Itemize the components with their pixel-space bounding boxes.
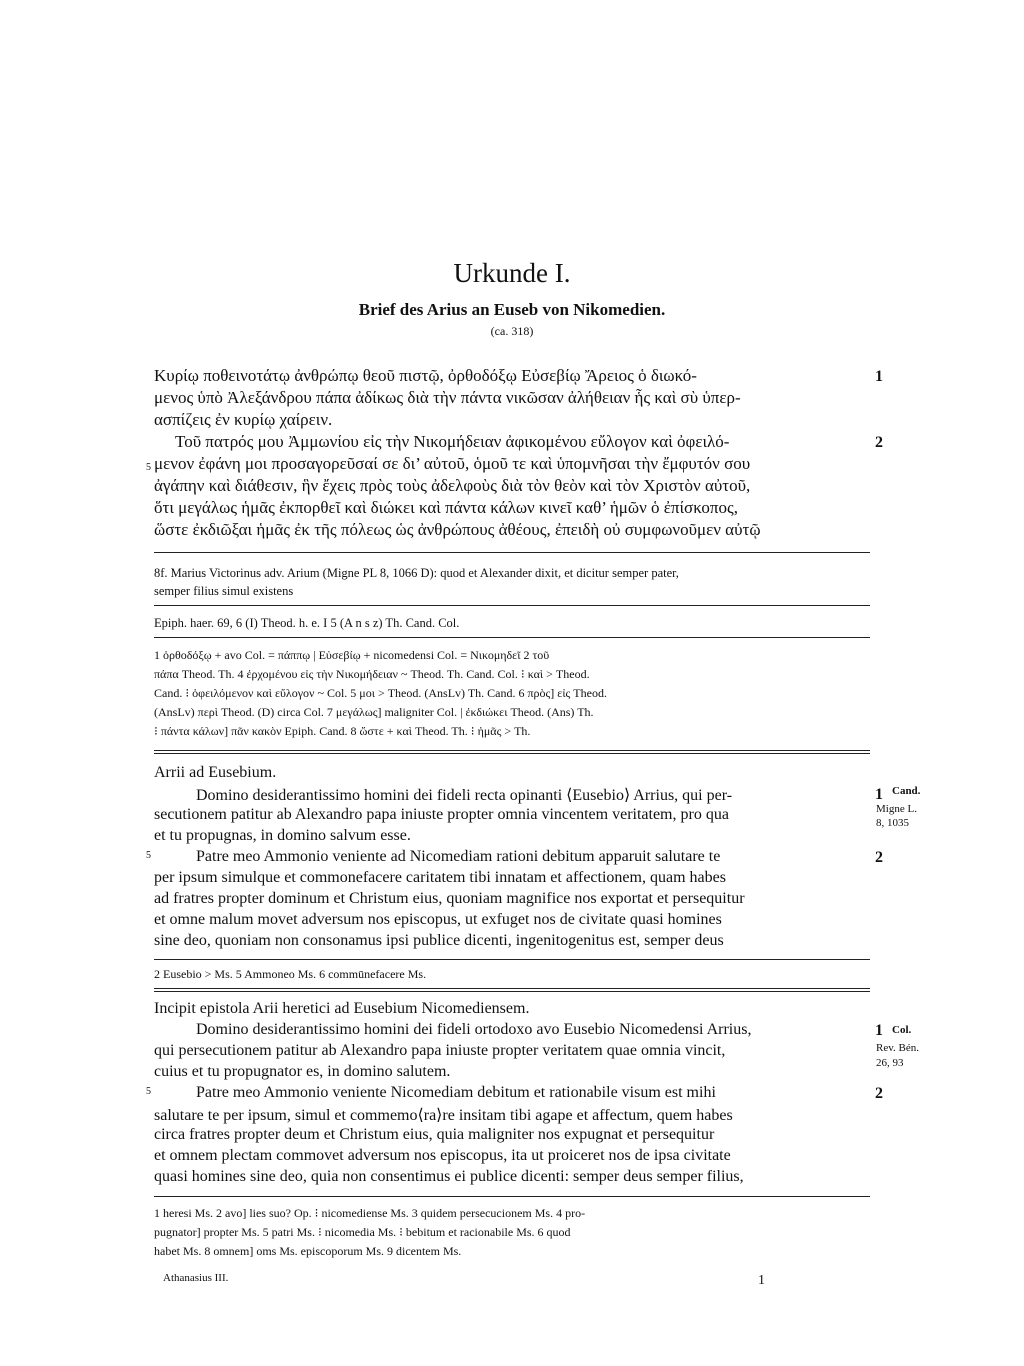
greek-line-7: ὅτι μεγάλως ἡμᾶς ἐκπορθεῖ καὶ διώκει καὶ πάντα κάλων κινεῖ καθ’ ἡμῶν ὁ ἐπίσκοπος,: [154, 498, 738, 517]
col-line-3: cuius et tu propugnator es, in domino salutem.: [154, 1063, 451, 1080]
greek-line-5: μενον ἐφάνη μοι προσαγορεῦσαί σε δι’ αὐτοῦ, ὁμοῦ τε καὶ ὑπομνῆσαι τὴν ἔμφυτόν σου: [154, 454, 751, 473]
page-title: Urkunde I.: [453, 258, 571, 288]
testimonia-note-line-1: 8f. Marius Victorinus adv. Arium (Migne PL 8, 1066 D): quod et Alexander dixit, et dicitur semper pater,: [154, 566, 679, 580]
col-line-1: Domino desiderantissimo homini dei fideli ortodoxo avo Eusebio Nicomedensi Arrius,: [196, 1021, 752, 1038]
cand-line-4: Patre meo Ammonio veniente ad Nicomediam rationi debitum apparuit salutare te: [196, 848, 721, 865]
col-source-label: Col.: [892, 1024, 912, 1036]
sigla-line: Epiph. haer. 69, 6 (I) Theod. h. e. I 5 (A n s z) Th. Cand. Col.: [154, 616, 460, 630]
cand-line-2: secutionem patitur ab Alexandro papa iniuste propter omnia vincentem veritatem, pro qua: [154, 806, 729, 823]
col-ref-line-2: 26, 93: [876, 1057, 904, 1069]
cand-line-6: ad fratres propter dominum et Christum eius, quoniam magnifice nos exportat et persequitur: [154, 890, 745, 907]
document-subtitle: Brief des Arius an Euseb von Nikomedien.: [358, 300, 666, 319]
col-line-8: quasi homines sine deo, quia non consentimus ei publice dicenti: semper deus semper filius,: [154, 1168, 744, 1185]
cand-line-number-5: 5: [146, 850, 151, 861]
col-apparatus-line-3: habet Ms. 8 omnem] oms Ms. episcoporum Ms. 9 dicentem Ms.: [154, 1244, 462, 1258]
cand-margin-number-1: 1: [875, 786, 883, 803]
col-line-6: circa fratres propter deum et Christum eius, quia maligniter nos expugnat et persequitur: [154, 1126, 715, 1143]
greek-line-3: ασπίζεις ἐν κυρίῳ χαίρειν.: [154, 410, 333, 429]
col-line-4: Patre meo Ammonio veniente Nicomediam debitum et rationabile visum est mihi: [196, 1084, 716, 1101]
greek-line-6: ἀγάπην καὶ διάθεσιν, ἣν ἔχεις πρὸς τοὺς ἀδελφοὺς διὰ τὸν θεὸν καὶ τὸν Χριστὸν αὐτοῦ,: [154, 476, 751, 495]
signature-mark: Athanasius III.: [163, 1272, 229, 1284]
cand-ref-line-1: Migne L.: [876, 803, 917, 815]
cand-apparatus: 2 Eusebio > Ms. 5 Ammoneo Ms. 6 commūnefacere Ms.: [154, 967, 427, 981]
document-date: (ca. 318): [490, 324, 534, 338]
apparatus-line-3: Cand. ⁝ ὀφειλόμενον καὶ εὔλογον ~ Col. 5 μοι > Theod. (AnsLv) Th. Cand. 6 πρὸς] εἰς Theod.: [154, 686, 607, 700]
divider: [154, 637, 870, 638]
divider: [154, 959, 870, 960]
greek-line-8: ὥστε ἐκδιῶξαι ἡμᾶς ἐκ τῆς πόλεως ὡς ἀνθρώπους ἀθέους, ἐπειδὴ οὐ συμφωνοῦμεν αὐτῷ: [154, 520, 761, 539]
divider: [154, 552, 870, 553]
cand-source-label: Cand.: [892, 785, 921, 797]
divider: [154, 1196, 870, 1197]
double-divider: [154, 988, 870, 992]
col-line-2: qui persecutionem patitur ab Alexandro papa iniuste propter veritatem quae omnia vincit,: [154, 1042, 726, 1059]
apparatus-line-5: ⁝ πάντα κάλων] πᾶν κακὸν Epiph. Cand. 8 ὥστε + καὶ Theod. Th. ⁝ ἡμᾶς > Th.: [154, 724, 531, 738]
cand-margin-number-2: 2: [875, 849, 883, 866]
greek-line-number-5: 5: [146, 462, 151, 473]
greek-line-4: Τοῦ πατρός μου Ἀμμωνίου εἰς τὴν Νικομήδειαν ἀφικομένου εὔλογον καὶ ὀφειλό-: [175, 432, 730, 451]
col-apparatus-line-1: 1 heresi Ms. 2 avo] lies suo? Op. ⁝ nicomediense Ms. 3 quidem persecucionem Ms. 4 pro-: [154, 1206, 586, 1220]
col-heading: Incipit epistola Arii heretici ad Eusebium Nicomediensem.: [154, 1000, 530, 1017]
greek-line-1: Κυρίῳ ποθεινοτάτῳ ἀνθρώπῳ θεοῦ πιστῷ, ὀρθοδόξῳ Εὐσεβίῳ Ἄρειος ὁ διωκό-: [154, 366, 697, 385]
cand-line-1: Domino desiderantissimo homini dei fideli recta opinanti ⟨Eusebio⟩ Arrius, qui per-: [196, 787, 733, 804]
cand-ref-line-2: 8, 1035: [876, 817, 909, 829]
apparatus-line-2: πάπα Theod. Th. 4 ἐρχομένου εἰς τὴν Νικομήδειαν ~ Theod. Th. Cand. Col. ⁝ καὶ > Theod.: [154, 667, 590, 681]
col-ref-line-1: Rev. Bén.: [876, 1042, 919, 1054]
page-number: 1: [758, 1273, 765, 1288]
apparatus-line-1: 1 ὀρθοδόξῳ + avo Col. = πάππῳ | Εὐσεβίῳ + nicomedensi Col. = Νικομηδεῖ 2 τοῦ: [154, 648, 550, 662]
cand-line-7: et omne malum movet adversum nos episcopus, ut exfuget nos de civitate quasi homines: [154, 911, 722, 928]
greek-margin-number-2: 2: [875, 434, 883, 451]
divider: [154, 605, 870, 606]
cand-line-3: et tu propugnas, in domino salvum esse.: [154, 827, 411, 844]
col-line-5: salutare te per ipsum, simul et commemo⟨ra⟩re insitam tibi agape et affectum, quem habes: [154, 1107, 733, 1124]
testimonia-note-line-2: semper filius simul existens: [154, 584, 294, 598]
greek-line-2: μενος ὑπὸ Ἀλεξάνδρου πάπα ἀδίκως διὰ τὴν πάντα νικῶσαν ἀλήθειαν ἧς καὶ σὺ ὑπερ-: [154, 388, 741, 407]
col-line-number-5: 5: [146, 1086, 151, 1097]
col-line-7: et omnem plectam commovet adversum nos episcopus, ita ut proiceret nos de ipsa civitate: [154, 1147, 731, 1164]
cand-line-8: sine deo, quoniam non consonamus ipsi publice dicenti, ingenitogenitus est, semper deus: [154, 932, 724, 949]
col-margin-number-2: 2: [875, 1085, 883, 1102]
col-apparatus-line-2: pugnator] propter Ms. 5 patri Ms. ⁝ nicomedia Ms. ⁝ bebitum et racionabile Ms. 6 quod: [154, 1225, 571, 1239]
greek-margin-number-1: 1: [875, 368, 883, 385]
apparatus-line-4: (AnsLv) περὶ Theod. (D) circa Col. 7 μεγάλως] maligniter Col. | ἐκδιώκει Theod. (Ans) Th.: [154, 705, 594, 719]
col-margin-number-1: 1: [875, 1022, 883, 1039]
cand-line-5: per ipsum simulque et commonefacere caritatem tibi innatam et affectionem, quam habes: [154, 869, 726, 886]
cand-heading: Arrii ad Eusebium.: [154, 764, 277, 781]
double-divider: [154, 750, 870, 754]
